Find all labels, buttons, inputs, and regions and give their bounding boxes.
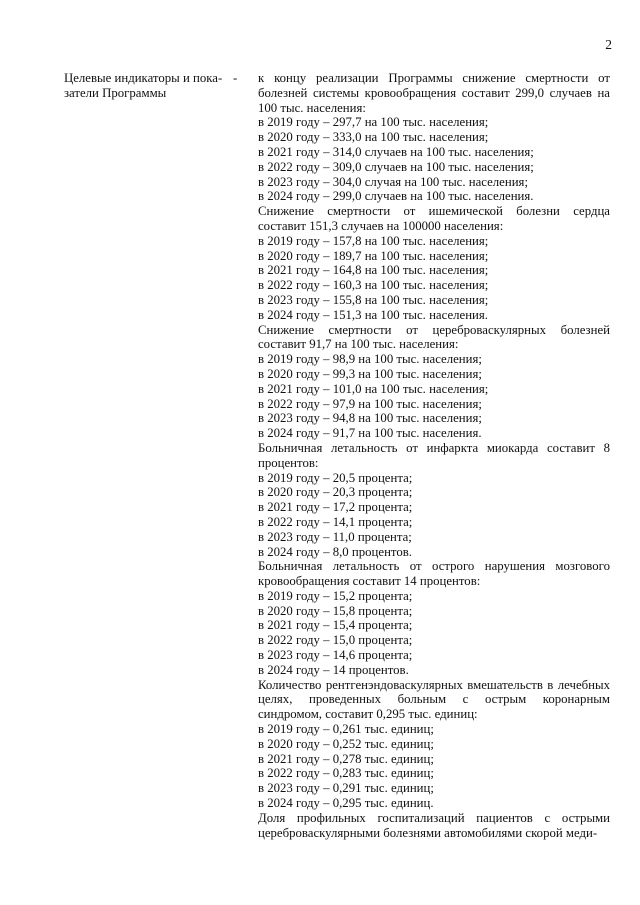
indicator-year-line: в 2019 году – 15,2 процента; — [258, 588, 413, 603]
indicator-year-line: в 2024 году – 299,0 случаев на 100 тыс. населения. — [258, 189, 534, 204]
indicator-year-line: в 2022 году – 0,283 тыс. единиц; — [258, 766, 434, 781]
indicator-year-line: в 2024 году – 8,0 процентов. — [258, 544, 412, 559]
indicator-year-line: в 2019 году – 98,9 на 100 тыс. населения; — [258, 352, 482, 367]
indicator-year-line: в 2021 году – 0,278 тыс. единиц; — [258, 751, 434, 766]
indicator-year-line: в 2024 году – 0,295 тыс. единиц. — [258, 796, 434, 811]
indicator-year-line: в 2019 году – 20,5 процента; — [258, 470, 413, 485]
indicator-year-line: в 2023 году – 11,0 процента; — [258, 529, 412, 544]
indicator-year-line: в 2021 году – 164,8 на 100 тыс. населения; — [258, 263, 489, 278]
indicator-paragraph: к концу реализации Программы снижение смертности от болезней системы кровообращения составит 299,0 случаев на 100 тыс. населения: — [258, 71, 610, 115]
indicator-year-line: в 2023 году – 155,8 на 100 тыс. населения; — [258, 292, 489, 307]
indicator-year-line: в 2023 году – 304,0 случая на 100 тыс. населения; — [258, 174, 528, 189]
indicator-year-line: в 2020 году – 20,3 процента; — [258, 485, 413, 500]
indicator-year-line: в 2022 году – 15,0 процента; — [258, 633, 413, 648]
indicator-paragraph: Количество рентгенэндоваскулярных вмешательств в лечебных целях, проведенных больным с острым коронарным синдромом, составит 0,295 тыс. единиц: — [258, 677, 610, 722]
indicators-content — [258, 71, 610, 840]
indicator-year-line: в 2022 году – 97,9 на 100 тыс. населения; — [258, 396, 482, 411]
indicator-year-line: в 2020 году – 15,8 процента; — [258, 603, 413, 618]
indicator-year-line: в 2020 году – 0,252 тыс. единиц; — [258, 736, 434, 751]
indicator-year-line: в 2019 году – 297,7 на 100 тыс. населения; — [258, 115, 489, 130]
indicator-year-line: в 2024 году – 14 процентов. — [258, 662, 409, 677]
indicator-year-line: в 2023 году – 0,291 тыс. единиц; — [258, 781, 434, 796]
indicator-year-line: в 2020 году – 333,0 на 100 тыс. населения; — [258, 130, 489, 145]
indicator-paragraph: Снижение смертности от цереброваскулярных болезней составит 91,7 на 100 тыс. населения: — [258, 322, 610, 352]
indicator-year-line: в 2024 году – 91,7 на 100 тыс. населения. — [258, 426, 482, 441]
indicator-year-line: в 2022 году – 160,3 на 100 тыс. населения; — [258, 278, 489, 293]
indicator-paragraph: Доля профильных госпитализаций пациентов с острыми цереброваскулярными болезнями автомобилями скорой меди- — [258, 810, 610, 840]
indicator-paragraph: Снижение смертности от ишемической болезни сердца составит 151,3 случаев на 100000 населения: — [258, 204, 610, 233]
indicator-year-line: в 2022 году – 309,0 случаев на 100 тыс. населения; — [258, 159, 534, 174]
indicator-year-line: в 2023 году – 14,6 процента; — [258, 648, 413, 663]
indicator-year-line: в 2021 году – 15,4 процента; — [258, 618, 413, 633]
page-number: 2 — [605, 37, 612, 52]
indicator-year-line: в 2020 году – 189,7 на 100 тыс. населения; — [258, 248, 489, 263]
indicator-paragraph: Больничная летальность от острого нарушения мозгового кровообращения составит 14 процентов: — [258, 559, 610, 589]
indicator-year-line: в 2024 году – 151,3 на 100 тыс. населения. — [258, 307, 488, 322]
indicators-label: Целевые индикаторы и пока-затели Программы — [64, 71, 223, 100]
indicator-year-line: в 2019 году – 157,8 на 100 тыс. населения; — [258, 233, 489, 248]
indicator-year-line: в 2022 году – 14,1 процента; — [258, 514, 413, 529]
indicator-year-line: в 2023 году – 94,8 на 100 тыс. населения; — [258, 411, 482, 426]
indicator-year-line: в 2021 году – 314,0 случаев на 100 тыс. населения; — [258, 144, 534, 159]
indicator-year-line: в 2021 году – 17,2 процента; — [258, 500, 413, 515]
indicator-paragraph: Больничная летальность от инфаркта миокарда составит 8 процентов: — [258, 440, 610, 470]
indicator-year-line: в 2020 году – 99,3 на 100 тыс. населения; — [258, 366, 482, 381]
indicator-year-line: в 2019 году – 0,261 тыс. единиц; — [258, 722, 434, 737]
label-dash: - — [233, 71, 238, 85]
indicator-year-line: в 2021 году – 101,0 на 100 тыс. населения; — [258, 381, 489, 396]
